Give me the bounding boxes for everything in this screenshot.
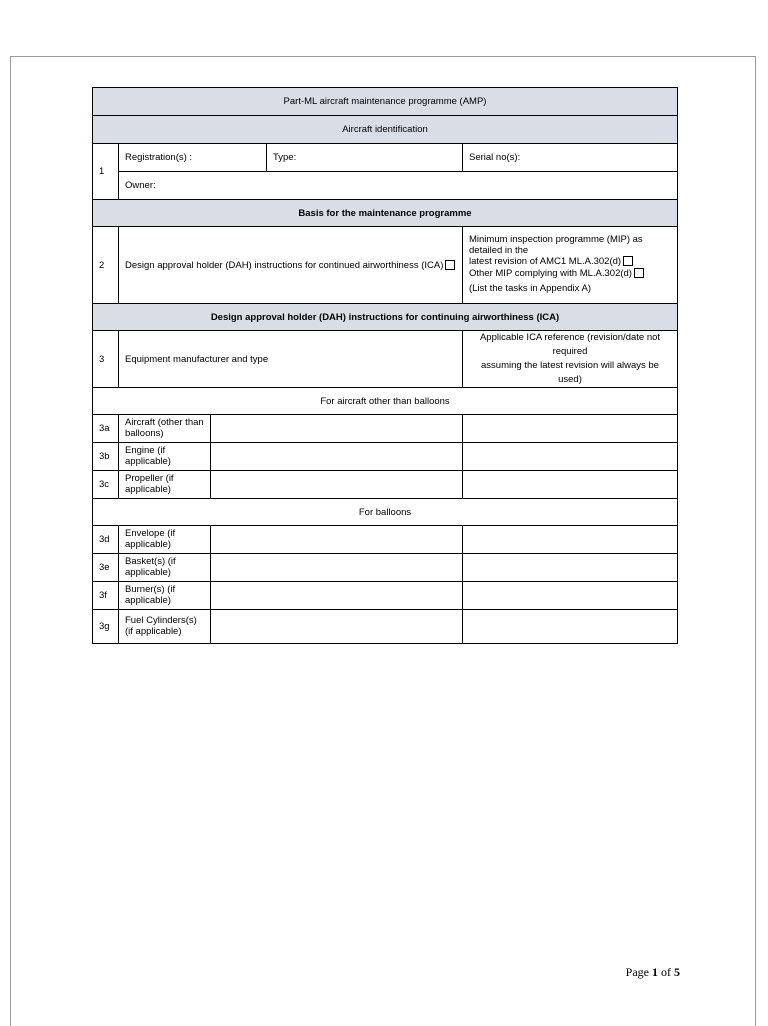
equipment-input-envelope[interactable] bbox=[211, 526, 463, 554]
equipment-input-engine[interactable] bbox=[211, 443, 463, 471]
item-label-propeller: Propeller (if applicable) bbox=[119, 471, 211, 499]
section-balloon: For balloons bbox=[93, 499, 678, 526]
row-number-3c: 3c bbox=[93, 471, 119, 499]
item-label-fuel-cylinders: Fuel Cylinders(s) (if applicable) bbox=[119, 610, 211, 644]
equipment-input-propeller[interactable] bbox=[211, 471, 463, 499]
equipment-manufacturer-header: Equipment manufacturer and type bbox=[119, 331, 463, 388]
appendix-note: (List the tasks in Appendix A) bbox=[469, 283, 591, 295]
ica-reference-input-burner[interactable] bbox=[463, 582, 678, 610]
other-mip-checkbox[interactable] bbox=[634, 268, 644, 278]
ica-reference-input-envelope[interactable] bbox=[463, 526, 678, 554]
page-footer bbox=[600, 965, 680, 980]
equipment-input-burner[interactable] bbox=[211, 582, 463, 610]
type-field[interactable]: Type: bbox=[267, 144, 463, 172]
ica-reference-line1: Applicable ICA reference (revision/date not required bbox=[479, 332, 661, 357]
row-number-3g: 3g bbox=[93, 610, 119, 644]
ica-reference-header bbox=[463, 331, 678, 388]
ica-reference-input-fuel-cylinders[interactable] bbox=[463, 610, 678, 644]
row-number-3a: 3a bbox=[93, 415, 119, 443]
section-aircraft-identification: Aircraft identification bbox=[93, 116, 678, 144]
item-label-basket: Basket(s) (if applicable) bbox=[119, 554, 211, 582]
mip-options bbox=[463, 227, 678, 304]
section-basis: Basis for the maintenance programme bbox=[93, 200, 678, 227]
of-word: of bbox=[661, 965, 671, 979]
ica-reference-input-aircraft[interactable] bbox=[463, 415, 678, 443]
item-label-envelope: Envelope (if applicable) bbox=[119, 526, 211, 554]
ica-reference-line2: assuming the latest revision will always be used) bbox=[481, 360, 659, 385]
row-number-1: 1 bbox=[93, 144, 119, 200]
mip-option-line1: Minimum inspection programme (MIP) as detailed in the bbox=[469, 234, 643, 256]
item-label-burner: Burner(s) (if applicable) bbox=[119, 582, 211, 610]
registration-field[interactable]: Registration(s) : bbox=[119, 144, 267, 172]
row-number-3: 3 bbox=[93, 331, 119, 388]
current-page-number: 1 bbox=[652, 965, 658, 979]
equipment-input-aircraft[interactable] bbox=[211, 415, 463, 443]
ica-reference-input-propeller[interactable] bbox=[463, 471, 678, 499]
dah-ica-checkbox[interactable] bbox=[445, 260, 455, 270]
equipment-input-basket[interactable] bbox=[211, 554, 463, 582]
section-dah-ica: Design approval holder (DAH) instructions for continuing airworthiness (ICA) bbox=[93, 304, 678, 331]
section-non-balloon: For aircraft other than balloons bbox=[93, 388, 678, 415]
amp-form-table bbox=[92, 87, 678, 644]
row-number-3b: 3b bbox=[93, 443, 119, 471]
item-label-engine: Engine (if applicable) bbox=[119, 443, 211, 471]
ica-reference-input-basket[interactable] bbox=[463, 554, 678, 582]
dah-ica-option-label: Design approval holder (DAH) instructions for continued airworthiness (ICA) bbox=[125, 259, 444, 271]
row-number-2: 2 bbox=[93, 227, 119, 304]
other-mip-option: Other MIP complying with ML.A.302(d) bbox=[469, 267, 632, 279]
row-number-3f: 3f bbox=[93, 582, 119, 610]
mip-option-line2: latest revision of AMC1 ML.A.302(d) bbox=[469, 256, 622, 268]
row-number-3e: 3e bbox=[93, 554, 119, 582]
owner-field[interactable]: Owner: bbox=[119, 172, 678, 200]
page-word: Page bbox=[625, 965, 649, 979]
equipment-input-fuel-cylinders[interactable] bbox=[211, 610, 463, 644]
item-label-aircraft: Aircraft (other than balloons) bbox=[119, 415, 211, 443]
row-number-3d: 3d bbox=[93, 526, 119, 554]
total-pages-number: 5 bbox=[674, 965, 680, 979]
dah-ica-option[interactable] bbox=[119, 227, 463, 304]
ica-reference-input-engine[interactable] bbox=[463, 443, 678, 471]
serial-number-field[interactable]: Serial no(s): bbox=[463, 144, 678, 172]
form-title: Part-ML aircraft maintenance programme (AMP) bbox=[93, 88, 678, 116]
mip-checkbox[interactable] bbox=[623, 256, 633, 266]
